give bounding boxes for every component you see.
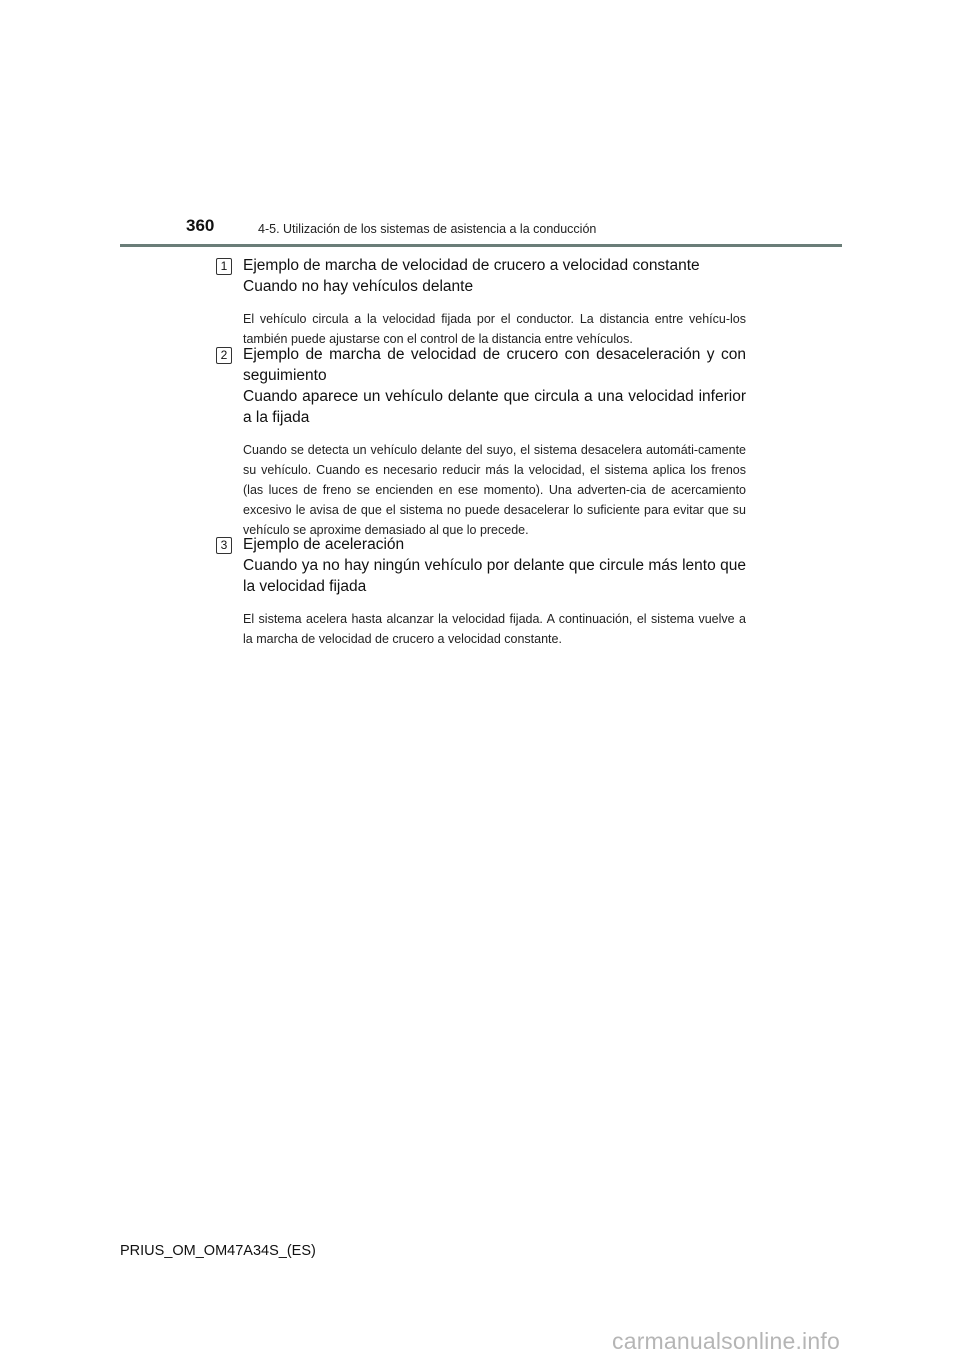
item-number-badge: 3	[216, 537, 232, 554]
item-heading-line: Ejemplo de aceleración	[243, 536, 405, 553]
item-heading-line: Ejemplo de marcha de velocidad de crucero con desaceleración y con seguimiento	[243, 346, 746, 384]
item-heading	[243, 255, 746, 297]
item-number-badge: 2	[216, 347, 232, 364]
list-item-1	[216, 255, 746, 349]
item-heading-line: Cuando ya no hay ningún vehículo por delante que circule más lento que la velocidad fijada	[243, 557, 746, 595]
watermark: carmanualsonline.info	[612, 1328, 840, 1354]
page-number: 360	[186, 216, 215, 235]
header-rule	[120, 244, 842, 247]
item-heading-line: Cuando no hay vehículos delante	[243, 278, 474, 295]
section-title: 4-5. Utilización de los sistemas de asistencia a la conducción	[258, 222, 597, 236]
item-body: El sistema acelera hasta alcanzar la velocidad fijada. A continuación, el sistema vuelve a la marcha de velocidad de crucero a velocidad constante.	[243, 612, 746, 646]
document-code: PRIUS_OM_OM47A34S_(ES)	[120, 1243, 316, 1259]
list-item-2	[216, 344, 746, 540]
item-heading-line: Ejemplo de marcha de velocidad de crucero a velocidad constante	[243, 257, 700, 274]
item-number-badge: 1	[216, 258, 232, 275]
item-heading	[243, 534, 746, 597]
item-body: Cuando se detecta un vehículo delante del suyo, el sistema desacelera automáti-camente su vehículo. Cuando es necesario reducir más la velocidad, el sistema aplica los frenos (las luces de freno se encienden en ese momento). Una adverten-cia de acercamiento excesivo le avisa de que el sistema no puede desacelerar lo suficiente para evitar que su vehículo se aproxime demasiado al que lo precede.	[243, 443, 746, 537]
list-item-3	[216, 534, 746, 649]
item-body: El vehículo circula a la velocidad fijada por el conductor. La distancia entre vehícu-los también puede ajustarse con el control de la distancia entre vehículos.	[243, 312, 746, 346]
item-heading	[243, 344, 746, 428]
item-heading-line: Cuando aparece un vehículo delante que circula a una velocidad inferior a la fijada	[243, 388, 746, 426]
